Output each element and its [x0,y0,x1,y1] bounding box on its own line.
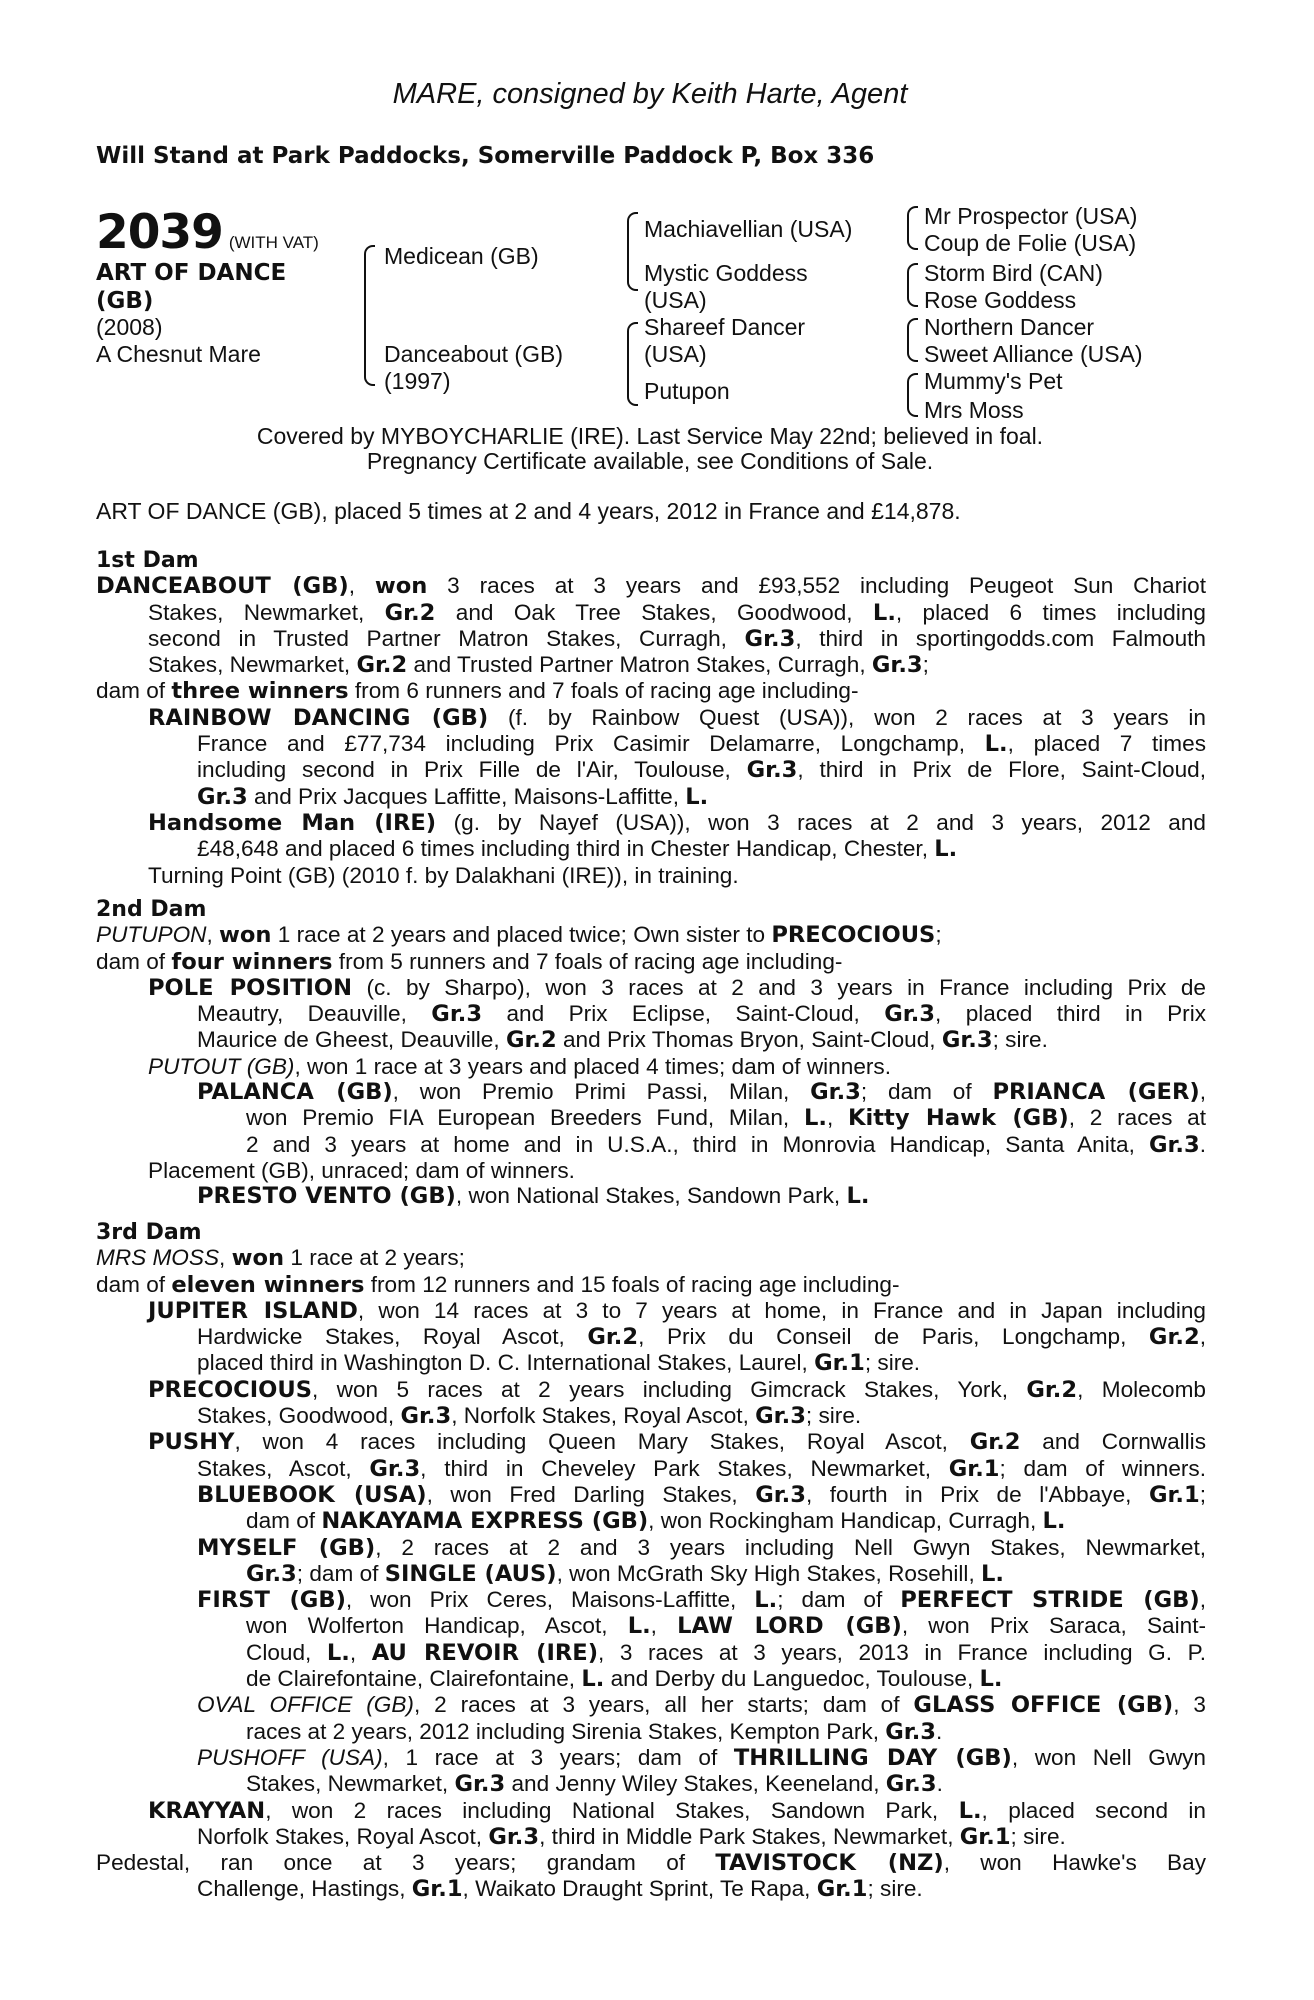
text-run: , [206,922,220,948]
bold-text: Gr.2 [1026,1376,1078,1403]
text-run: , fourth in Prix de l'Abbaye, [806,1481,1149,1507]
bold-text: PALANCA (GB) [197,1079,393,1106]
bold-text: Gr.3 [488,1823,540,1850]
bold-text: TAVISTOCK (NZ) [715,1850,944,1877]
text-run: , [826,1105,848,1131]
bold-text: Gr.2 [1148,1324,1200,1351]
text-run: ; dam of [860,1079,993,1105]
bold-text: Gr.2 [587,1324,639,1351]
bold-text: Gr.3 [246,1560,297,1587]
text-run: Hardwicke Stakes, Royal Ascot, [197,1324,588,1350]
text-run: Stakes, Newmarket, [148,652,357,678]
bold-text: L. [846,1183,870,1210]
text-run: . [936,1771,943,1797]
text-run: ; sire. [1010,1823,1066,1849]
first-dam-heading: 1st Dam [96,548,199,573]
text-run: , third in Cheveley Park Stakes, Newmarket, [420,1455,949,1481]
text-run: dam of [96,1271,172,1297]
pedigree-g3-6: Sweet Alliance (USA) [924,341,1143,367]
italic-text: PUSHOFF (USA) [197,1744,383,1770]
text-run: won Premio FIA European Breeders Fund, Milan, [246,1105,804,1131]
text-run: including second in Prix Fille de l'Air, Toulouse, [197,757,747,783]
text-run: ; dam of [777,1587,901,1613]
text-run: and Prix Jacques Laffitte, Maisons-Laffitte, [247,783,686,809]
bold-text: Gr.3 [431,1001,483,1028]
bold-text: Gr.3 [941,1027,993,1054]
bold-text: PRIANCA (GER) [992,1079,1200,1106]
dam-line [96,836,1206,862]
bold-text: Gr.1 [959,1823,1011,1850]
text-run: ; sire. [864,1350,921,1376]
text-run: races at 2 years, 2012 including Sirenia Stakes, Kempton Park, [246,1718,886,1744]
bold-text: Kitty Hawk (GB) [848,1105,1069,1132]
text-run: Turning Point (GB) (2010 f. by Dalakhani (IRE)), in training. [148,862,739,888]
text-run: , [349,1639,372,1665]
bold-text: LAW LORD (GB) [677,1613,902,1640]
bold-text: Gr.3 [755,1403,806,1430]
pedigree-bracket-putupon [907,373,918,417]
text-run: , 2 races at [1068,1105,1206,1131]
bold-text: four winners [171,948,333,975]
text-run: and Trusted Partner Matron Stakes, Curragh, [407,652,872,678]
bold-text: L. [627,1613,651,1640]
text-run: Pedestal, ran once at 3 years; grandam of [96,1850,716,1876]
text-run: , placed 6 times including [895,599,1206,625]
text-run: ; dam of winners. [999,1455,1206,1481]
text-run: dam of [96,948,172,974]
bold-text: Gr.3 [1148,1131,1200,1158]
pedigree-sire-dam: Mystic Goddess [644,260,808,286]
text-run: 1 race at 2 years and placed twice; Own sister to [271,922,772,948]
pedigree-g3-7: Mummy's Pet [924,368,1063,394]
dam-line [96,1079,1206,1105]
bold-text: won [219,922,272,949]
bold-text: Gr.2 [356,652,408,679]
text-run: second in Trusted Partner Matron Stakes, Curragh, [148,625,745,651]
text-run: , won Hawke's Bay [943,1850,1206,1876]
text-run: , won Premio Primi Passi, Milan, [392,1079,811,1105]
dam-line [96,1798,1206,1824]
dam-line [96,1132,1206,1158]
text-run: Stakes, Goodwood, [197,1403,401,1429]
pedigree-bracket-shareef-dancer [907,318,918,362]
dam-line [96,1613,1206,1639]
text-run: , Norfolk Stakes, Royal Ascot, [451,1403,756,1429]
bold-text: Gr.3 [744,625,796,652]
text-run: 1 race at 2 years; [284,1245,465,1271]
bold-text: three winners [171,678,349,705]
bold-text: GLASS OFFICE (GB) [913,1692,1174,1719]
bold-text: L. [958,1797,982,1824]
text-run: , 3 races at 3 years, 2013 in France including G. P. [598,1639,1206,1665]
bold-text: L. [326,1639,350,1666]
dam-line [96,1377,1206,1403]
bold-text: BLUEBOOK (USA) [197,1481,427,1508]
text-run: , won 4 races including Queen Mary Stakes, Royal Ascot, [234,1429,970,1455]
bold-text: Gr.3 [197,783,248,810]
dam-line [96,1183,1206,1209]
dam-line [96,922,1206,948]
text-run: Meautry, Deauville, [197,1001,432,1027]
text-run: and Cornwallis [1020,1429,1206,1455]
bold-text: Gr.3 [400,1403,452,1430]
bold-text: PRESTO VENTO (GB) [197,1183,456,1210]
text-run: 3 races at 3 years and £93,552 including Peugeot Sun Chariot [427,573,1206,599]
bold-text: Gr.3 [746,757,798,784]
text-run: £48,648 and placed 6 times including third in Chester Handicap, Chester, [197,836,935,862]
text-run: Maurice de Gheest, Deauville, [197,1027,506,1053]
pedigree-g3-3: Storm Bird (CAN) [924,260,1103,286]
pedigree-dam-year: (1997) [384,368,451,394]
text-run: Challenge, Hastings, [197,1876,412,1902]
pedigree-bracket-machiavellian [907,206,918,250]
bold-text: Gr.3 [884,1001,936,1028]
bold-text: SINGLE (AUS) [384,1560,557,1587]
text-run: , [1199,1587,1206,1613]
bold-text: Gr.3 [810,1079,861,1106]
dam-line [96,626,1206,652]
dam-line [96,600,1206,626]
bold-text: Gr.2 [505,1027,557,1054]
bold-text: Gr.2 [384,599,436,626]
consignor-heading: MARE, consigned by Keith Harte, Agent [392,78,908,110]
text-run: , won Prix Saraca, Saint- [901,1613,1207,1639]
text-run: , Molecomb [1077,1376,1206,1402]
dam-line [96,1272,1206,1298]
bold-text: Gr.1 [814,1350,865,1377]
pedigree-bracket-dam [627,322,638,406]
text-run: , third in Prix de Flore, Saint-Cloud, [797,757,1206,783]
text-run: , placed second in [981,1797,1206,1823]
dam-line [96,949,1206,975]
pedigree-g3-5: Northern Dancer [924,314,1095,340]
pedigree-bracket-generation-1 [364,245,375,386]
text-run: , Waikato Draught Sprint, Te Rapa, [462,1876,817,1902]
race-summary: ART OF DANCE (GB), placed 5 times at 2 and 4 years, 2012 in France and £14,878. [96,498,961,524]
text-run: from 12 runners and 15 foals of racing age including- [364,1271,900,1297]
bold-text: NAKAYAMA EXPRESS (GB) [321,1508,649,1535]
text-run: , [650,1613,678,1639]
bold-text: L. [754,1587,778,1614]
dam-line [96,573,1206,599]
text-run: (c. by Sharpo), won 3 races at 2 and 3 years in France including Prix de [352,974,1206,1000]
text-run: de Clairefontaine, Clairefontaine, [246,1666,582,1692]
italic-text: MRS MOSS [96,1245,220,1271]
bold-text: Gr.1 [816,1876,868,1903]
bold-text: POLE POSITION [148,974,353,1001]
bold-text: Gr.3 [871,652,923,679]
bold-text: eleven winners [171,1271,365,1298]
second-dam-section [96,897,1206,1210]
pedigree-sire: Medicean (GB) [384,243,539,269]
dam-line [96,1298,1206,1324]
bold-text: won [374,573,428,600]
text-run: Stakes, Newmarket, [246,1771,455,1797]
dam-line [96,705,1206,731]
bold-text: L. [872,599,896,626]
text-run: dam of [96,678,172,704]
bold-text: Handsome Man (IRE) [148,809,437,836]
lot-vat: (WITH VAT) [228,233,319,252]
dam-line [96,1640,1206,1666]
text-run: ; sire. [992,1027,1048,1053]
text-run: ; dam of [296,1560,385,1586]
text-run: dam of [246,1508,322,1534]
pedigree-dam-dam: Putupon [644,378,730,404]
text-run: and Prix Eclipse, Saint-Cloud, [482,1001,885,1027]
text-run: , won 14 races at 3 to 7 years at home, in France and in Japan including [357,1297,1206,1323]
first-dam-section [96,548,1206,888]
text-run: Cloud, [246,1639,327,1665]
pedigree-g3-2: Coup de Folie (USA) [924,230,1137,256]
pedigree-bracket-mystic-goddess [907,263,918,307]
text-run: (g. by Nayef (USA)), won 3 races at 2 and 3 years, 2012 and [436,809,1207,835]
text-run: . [936,1718,943,1744]
bold-text: L. [981,1560,1004,1587]
dam-line [96,1876,1206,1902]
text-run: , won Rockingham Handicap, Curragh, [648,1508,1043,1534]
text-run: Norfolk Stakes, Royal Ascot, [197,1823,489,1849]
text-run: , [1199,1079,1206,1105]
pedigree-bracket-sire [627,212,638,291]
dam-line [96,678,1206,704]
third-dam-heading: 3rd Dam [96,1220,202,1245]
text-run: and Derby du Languedoc, Toulouse, [604,1666,980,1692]
bold-text: Gr.3 [885,1771,937,1798]
text-run: , 3 [1173,1692,1206,1718]
text-run: ; [922,652,929,678]
bold-text: Gr.3 [885,1718,937,1745]
text-run: , third in Middle Park Stakes, Newmarket, [539,1823,960,1849]
pedigree-sire-sire: Machiavellian (USA) [644,216,853,242]
text-run: and Oak Tree Stakes, Goodwood, [435,599,873,625]
covered-line-1: Covered by MYBOYCHARLIE (IRE). Last Service May 22nd; believed in foal. [256,423,1044,449]
italic-text: PUTUPON [96,922,207,948]
text-run: 2 and 3 years at home and in U.S.A., third in Monrovia Handicap, Santa Anita, [246,1131,1149,1157]
bold-text: PRECOCIOUS [771,922,936,949]
second-dam-heading: 2nd Dam [96,897,207,922]
bold-text: L. [934,836,958,863]
bold-text: AU REVOIR (IRE) [371,1639,599,1666]
dam-line [96,810,1206,836]
text-run: ; sire. [805,1403,862,1429]
bold-text: DANCEABOUT (GB) [96,573,349,600]
bold-text: FIRST (GB) [197,1587,346,1614]
pedigree-g3-1: Mr Prospector (USA) [924,203,1138,229]
pedigree-dam: Danceabout (GB) [384,341,563,367]
text-run: ; [935,922,942,948]
horse-year: (2008) [96,314,163,340]
dam-line [96,1350,1206,1376]
text-run: , won 5 races at 2 years including Gimcrack Stakes, York, [312,1376,1027,1402]
text-run: , [219,1245,232,1271]
bold-text: PRECOCIOUS [148,1376,312,1403]
bold-text: THRILLING DAY (GB) [733,1744,1012,1771]
italic-text: OVAL OFFICE (GB) [197,1692,414,1718]
text-run: France and £77,734 including Prix Casimir Delamarre, Longchamp, [197,731,985,757]
text-run: Placement (GB), unraced; dam of winners. [148,1157,575,1183]
text-run: from 6 runners and 7 foals of racing age including- [348,678,859,704]
text-run: and Prix Thomas Bryon, Saint-Cloud, [556,1027,942,1053]
text-run: , 1 race at 3 years; dam of [382,1744,734,1770]
pedigree-dam-sire: Shareef Dancer [644,314,806,340]
dam-line [96,1001,1206,1027]
dam-line [96,1719,1206,1745]
dam-line [96,1824,1206,1850]
dam-line [96,1429,1206,1455]
bold-text: Gr.3 [454,1771,506,1798]
dam-line [96,863,1206,888]
pedigree-sire-dam-country: (USA) [644,287,707,313]
text-run: , won Nell Gwyn [1011,1744,1206,1770]
text-run: , [1199,1324,1206,1350]
text-run: , won McGrath Sky High Stakes, Rosehill, [556,1560,982,1586]
text-run: , placed 7 times [1007,731,1206,757]
dam-line [96,1850,1206,1876]
text-run: ; [1199,1481,1206,1507]
text-run: ; sire. [867,1876,923,1902]
bold-text: PUSHY [148,1429,235,1456]
stand-location: Will Stand at Park Paddocks, Somerville Paddock P, Box 336 [96,143,875,169]
text-run: , 2 races at 3 years, all her starts; dam of [413,1692,914,1718]
pedigree-g3-8: Mrs Moss [924,397,1024,423]
dam-line [96,1745,1206,1771]
bold-text: PERFECT STRIDE (GB) [900,1587,1200,1614]
dam-line [96,652,1206,678]
text-run: Stakes, Ascot, [197,1455,370,1481]
bold-text: MYSELF (GB) [197,1534,376,1561]
bold-text: KRAYYAN [148,1797,266,1824]
dam-line [96,1054,1206,1079]
dam-line [96,1561,1206,1587]
bold-text: Gr.2 [969,1429,1021,1456]
bold-text: L. [1042,1508,1066,1535]
dam-line [96,1771,1206,1797]
dam-line [96,1508,1206,1534]
third-dam-section [96,1220,1206,1903]
horse-name-line1: ART OF DANCE [96,260,287,286]
bold-text: L. [979,1666,1003,1693]
text-run: , won National Stakes, Sandown Park, [455,1183,847,1209]
horse-description: A Chesnut Mare [96,341,261,367]
dam-line [96,1027,1206,1053]
dam-line [96,1535,1206,1561]
pedigree-g3-4: Rose Goddess [924,287,1077,313]
dam-line [96,731,1206,757]
text-run: (f. by Rainbow Quest (USA)), won 2 races at 3 years in [488,704,1206,730]
dam-line [96,1105,1206,1131]
bold-text: RAINBOW DANCING (GB) [148,704,489,731]
text-run: , placed third in Prix [935,1001,1207,1027]
lot-header [96,205,319,260]
bold-text: L. [581,1666,605,1693]
text-run: and Jenny Wiley Stakes, Keeneland, [505,1771,886,1797]
text-run: , Prix du Conseil de Paris, Longchamp, [638,1324,1149,1350]
pedigree-dam-sire-country: (USA) [644,341,707,367]
text-run: , won 2 races including National Stakes, Sandown Park, [265,1797,959,1823]
text-run: placed third in Washington D. C. International Stakes, Laurel, [197,1350,815,1376]
dam-line [96,1245,1206,1271]
dam-line [96,1692,1206,1718]
bold-text: won [231,1245,285,1272]
bold-text: Gr.3 [369,1455,421,1482]
bold-text: Gr.1 [411,1876,463,1903]
dam-line [96,1456,1206,1482]
text-run: , won 1 race at 3 years and placed 4 times; dam of winners. [294,1053,891,1079]
dam-line [96,975,1206,1001]
bold-text: Gr.3 [755,1481,806,1508]
horse-name-line2: (GB) [96,288,154,314]
bold-text: Gr.1 [1148,1481,1200,1508]
covered-line-2: Pregnancy Certificate available, see Conditions of Sale. [366,448,934,474]
lot-number: 2039 [96,205,223,260]
dam-line [96,1403,1206,1429]
dam-line [96,1158,1206,1183]
horse-name [96,259,286,315]
dam-line [96,1482,1206,1508]
dam-line [96,1587,1206,1613]
bold-text: JUPITER ISLAND [148,1297,358,1324]
text-run: won Wolferton Handicap, Ascot, [246,1613,628,1639]
dam-line [96,1666,1206,1692]
text-run: , [348,573,375,599]
bold-text: L. [803,1105,827,1132]
bold-text: L. [984,731,1008,758]
italic-text: PUTOUT (GB) [148,1053,295,1079]
text-run: , won Fred Darling Stakes, [426,1481,756,1507]
dam-line [96,757,1206,783]
text-run: , third in sportingodds.com Falmouth [795,625,1206,651]
text-run: , 2 races at 2 and 3 years including Nell Gwyn Stakes, Newmarket, [375,1534,1206,1560]
dam-line [96,784,1206,810]
bold-text: L. [685,783,709,810]
bold-text: Gr.1 [948,1455,1000,1482]
text-run: , won Prix Ceres, Maisons-Laffitte, [345,1587,755,1613]
dam-line [96,1324,1206,1350]
text-run: from 5 runners and 7 foals of racing age including- [332,948,843,974]
text-run: . [1199,1131,1206,1157]
text-run: Stakes, Newmarket, [148,599,385,625]
